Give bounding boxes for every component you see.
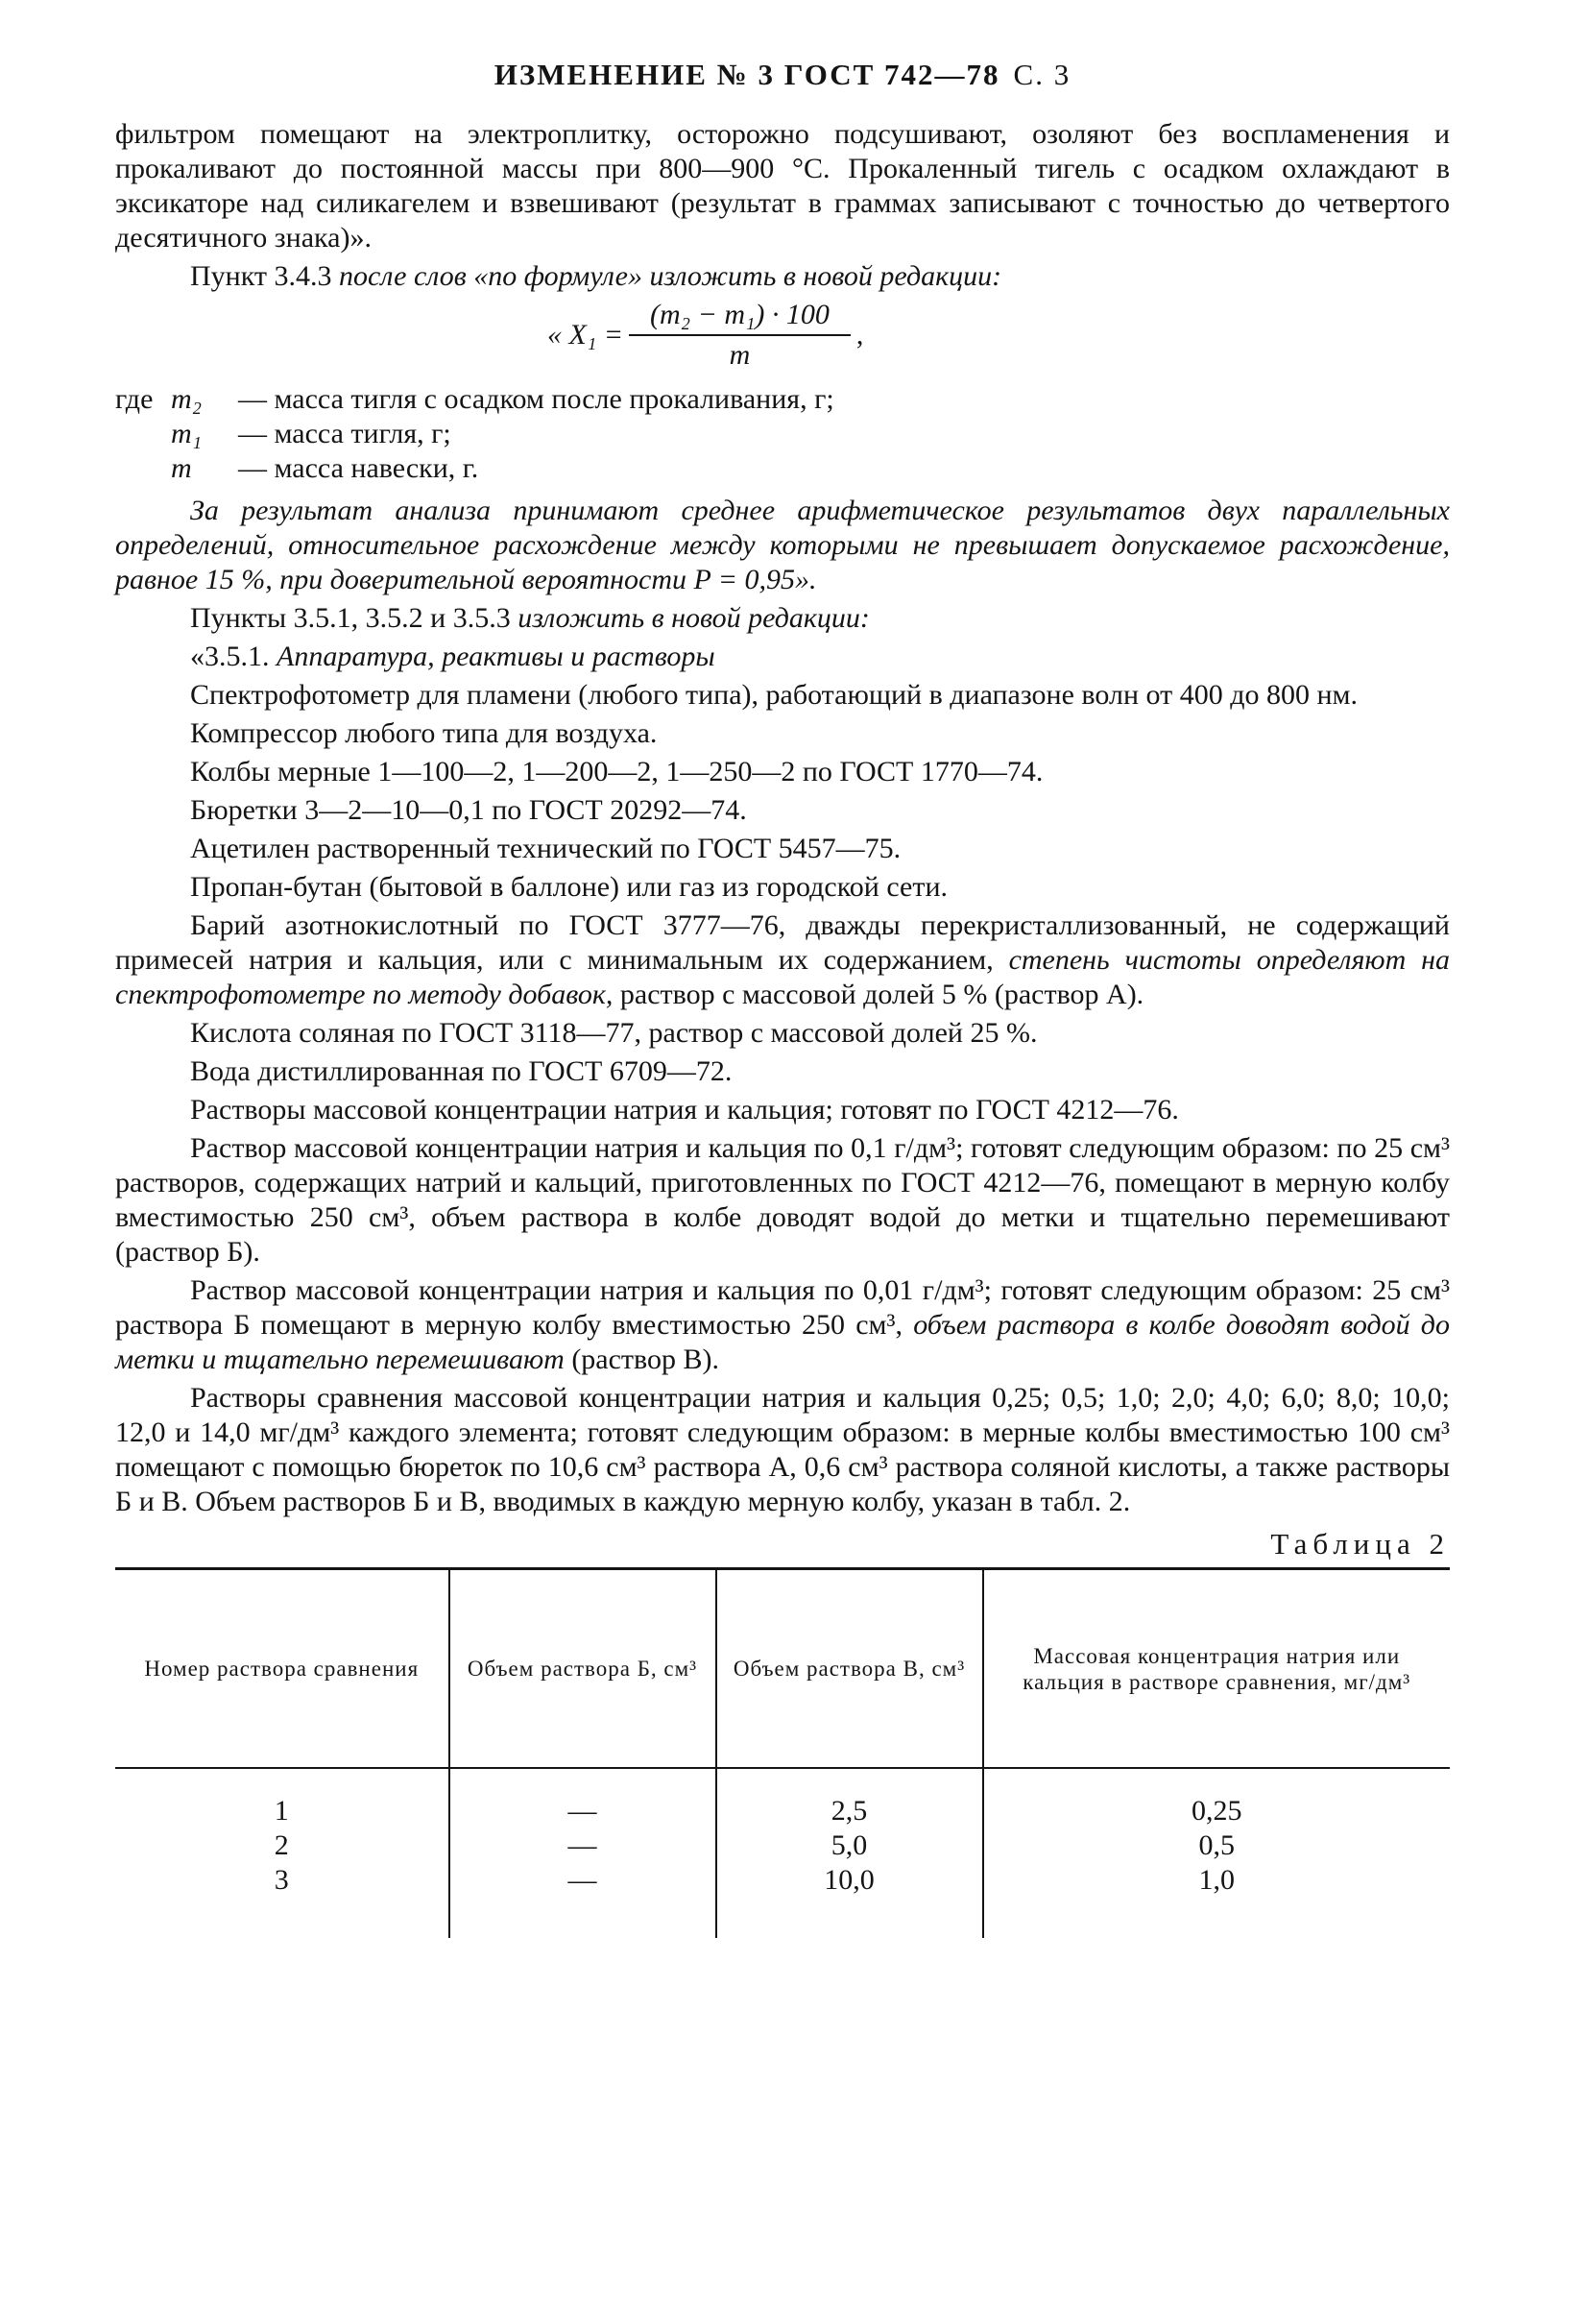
paragraph-16: Раствор массовой концентрации натрия и кальция по 0,1 г/дм³; готовят следующим образом: по 25 см³ растворов, содержащих натрий и кальций, приготовленных по ГОСТ 4212—76, помещают в мерную колбу вместимостью 250 см³, объем раствора в колбе доводят водой до метки и тщательно перемешивают (раствор Б).	[115, 1132, 1450, 1268]
legend-row	[115, 382, 1450, 417]
table-cell: 0,5	[1198, 1829, 1235, 1861]
paragraph-3: За результат анализа принимают среднее арифметическое результатов двух параллельных определений, относительное расхождение между которыми не превышает допускаемое расхождение, равное 15 %, при доверительной вероятности P = 0,95».	[115, 495, 1450, 595]
paragraph-13: Кислота соляная по ГОСТ 3118—77, раствор с массовой долей 25 %.	[190, 1017, 1038, 1049]
legend-prefix	[115, 417, 157, 451]
paragraph-17-part-3: (раствор В).	[564, 1344, 720, 1375]
paragraph-12-part-2: степень чистоты определяют на спектрофотометре по методу добавок,	[115, 944, 1450, 1010]
legend-row	[115, 417, 1450, 451]
table-header-row	[115, 1569, 1450, 1769]
legend-description: — масса навески, г.	[238, 452, 479, 484]
table-cell: 10,0	[824, 1864, 875, 1896]
table-header-cell: Объем раствора В, см³	[716, 1569, 983, 1769]
paragraph-15: Растворы массовой концентрации натрия и кальция; готовят по ГОСТ 4212—76.	[190, 1094, 1179, 1126]
paragraph-18: Растворы сравнения массовой концентрации натрия и кальция 0,25; 0,5; 1,0; 2,0; 4,0; 6,0; 8,0; 10,0; 12,0 и 14,0 мг/дм³ каждого элемента; готовят следующим образом: в мерные колбы вместимостью 100 см³ помещают с помощью бюреток по 10,6 см³ раствора А, 0,6 см³ раствора соляной кислоты, а также растворы Б и В. Объем растворов Б и В, вводимых в каждую мерную колбу, указан в табл. 2.	[115, 1382, 1450, 1517]
paragraph-8: Колбы мерные 1—100—2, 1—200—2, 1—250—2 по ГОСТ 1770—74.	[190, 756, 1044, 787]
legend-symbol: m	[171, 452, 192, 484]
paragraph-17-part-2: объем раствора в колбе доводят водой до метки и тщательно перемешивают	[115, 1309, 1450, 1375]
paragraph-2-instruction: после слов «по формуле» изложить в новой редакции:	[339, 260, 1002, 292]
legend-prefix: где	[115, 383, 154, 415]
section-number: «3.5.1.	[190, 641, 277, 672]
formula	[115, 298, 1450, 373]
table-header-cell: Массовая концентрация натрия или кальция в растворе сравнения, мг/дм³	[983, 1569, 1451, 1769]
table-column-concentration	[983, 1768, 1451, 1938]
legend-symbol: m₂	[171, 383, 203, 415]
paragraph-10: Ацетилен растворенный технический по ГОСТ 5457—75.	[190, 833, 902, 864]
legend-row	[115, 451, 1450, 486]
paragraph-17	[115, 1273, 1450, 1377]
page-header	[115, 58, 1450, 92]
table-cell: 0,25	[1192, 1795, 1242, 1827]
table-caption: Таблица 2	[1270, 1527, 1450, 1561]
paragraph-4-instruction: изложить в новой редакции:	[518, 602, 870, 634]
paragraph-2	[115, 259, 1450, 294]
formula-tail: ,	[855, 319, 864, 351]
table-cell: —	[567, 1864, 597, 1896]
table-cell: 2	[274, 1829, 289, 1861]
table-2	[115, 1567, 1450, 1938]
table-column-volume-b	[449, 1768, 716, 1938]
paragraph-14: Вода дистиллированная по ГОСТ 6709—72.	[190, 1055, 733, 1087]
table-cell: —	[567, 1795, 597, 1827]
table-cell: 3	[274, 1864, 289, 1896]
paragraph-4-clause: Пункты 3.5.1, 3.5.2 и 3.5.3	[190, 602, 518, 634]
page-number: С. 3	[1013, 58, 1071, 91]
table-cell: 1,0	[1198, 1864, 1235, 1896]
paragraph-11: Пропан-бутан (бытовой в баллоне) или газ из городской сети.	[190, 871, 948, 903]
table-cell: 2,5	[831, 1795, 868, 1827]
paragraph-12-part-1: Барий азотнокислотный по ГОСТ 3777—76, дважды перекристаллизованный, не содержащий примесей натрия и кальция, или с минимальным их содержанием,	[115, 909, 1450, 976]
formula-fraction	[629, 298, 851, 373]
table-cell: —	[567, 1829, 597, 1861]
section-title: Аппаратура, реактивы и растворы	[277, 641, 715, 672]
paragraph-9: Бюретки 3—2—10—0,1 по ГОСТ 20292—74.	[190, 794, 747, 826]
body-text	[115, 117, 1450, 1519]
formula-numerator: (m₂ − m₁) · 100	[629, 298, 851, 336]
legend-prefix	[115, 451, 157, 486]
paragraph-2-clause: Пункт 3.4.3	[190, 260, 340, 292]
paragraph-1: фильтром помещают на электроплитку, осторожно подсушивают, озоляют без воспламенения и прокаливают до постоянной массы при 800—900 °С. Прокаленный тигель с осадком охлаждают в эксикаторе над силикагелем и взвешивают (результат в граммах записывают с точностью до четвертого десятичного знака)».	[115, 118, 1450, 254]
table-row	[115, 1768, 1450, 1938]
table-header-cell: Объем раствора Б, см³	[449, 1569, 716, 1769]
paragraph-17-part-1: Раствор массовой концентрации натрия и кальция по 0,01 г/дм³; готовят следующим образом: 25 см³ раствора Б помещают в мерную колбу вместимостью 250 см³,	[115, 1274, 1450, 1341]
paragraph-5	[115, 640, 1450, 674]
table-cell: 5,0	[831, 1829, 868, 1861]
header-title: ИЗМЕНЕНИЕ № 3 ГОСТ 742—78	[494, 58, 1000, 91]
legend-description: — масса тигля с осадком после прокаливания, г;	[238, 383, 834, 415]
formula-denominator: m	[729, 339, 751, 371]
paragraph-6: Спектрофотометр для пламени (любого типа), работающий в диапазоне волн от 400 до 800 нм.	[190, 679, 1359, 711]
legend-description: — масса тигля, г;	[238, 418, 451, 449]
legend-symbol: m₁	[171, 418, 203, 449]
table-column-volume-v	[716, 1768, 983, 1938]
paragraph-4	[115, 601, 1450, 636]
document-page	[115, 58, 1450, 1938]
paragraph-12-part-3: раствор с массовой долей 5 % (раствор А).	[613, 979, 1144, 1010]
paragraph-12	[115, 908, 1450, 1012]
paragraph-7: Компрессор любого типа для воздуха.	[190, 717, 658, 749]
formula-legend	[115, 382, 1450, 486]
formula-lhs: « X₁ =	[547, 319, 623, 351]
table-header-cell: Номер раствора сравнения	[115, 1569, 449, 1769]
table-column-number	[115, 1768, 449, 1938]
table-cell: 1	[274, 1795, 289, 1827]
